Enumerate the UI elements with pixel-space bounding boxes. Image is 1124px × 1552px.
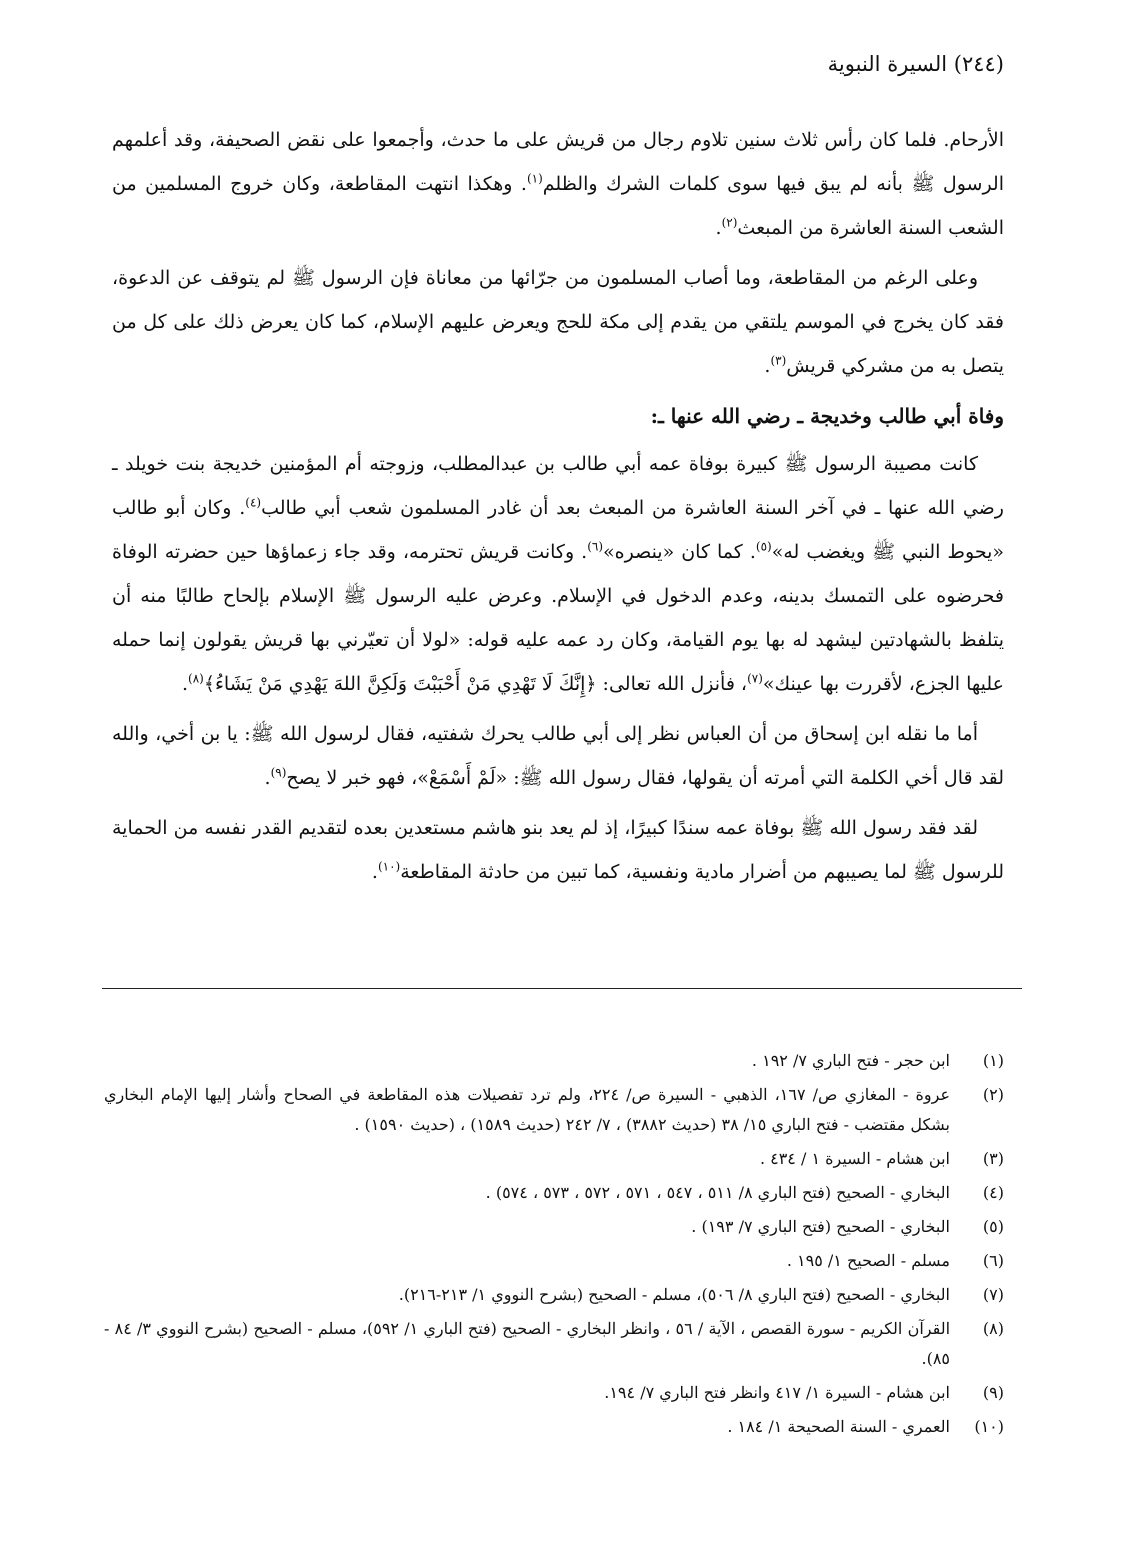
paragraph-5-end: .: [371, 861, 378, 883]
footnote-ref-8[interactable]: (٨): [188, 671, 204, 686]
paragraph-2-end: .: [764, 355, 771, 377]
footnote-text: ابن حجر - فتح الباري ٧/ ١٩٢ .: [751, 1051, 950, 1070]
footnote-number: (٩): [982, 1383, 1004, 1402]
main-text: [112, 118, 1004, 900]
running-head: (٢٤٤) السيرة النبوية: [827, 52, 1004, 76]
footnotes: [104, 1046, 1004, 1446]
paragraph-3-text-f: .: [181, 673, 189, 695]
paragraph-3-text-c: . كما كان «ينصره»: [603, 541, 756, 563]
paragraph-5: [112, 806, 1004, 894]
paragraph-3-text-b: . وكان أبو طالب «يحوط النبي ﷺ ويغضب له»: [112, 497, 1004, 563]
footnote-item: [104, 1178, 1004, 1208]
footnote-text: ابن هشام - السيرة ١/ ٤١٧ وانظر فتح الباري ٧/ ١٩٤.: [604, 1383, 950, 1402]
paragraph-1-text-b: . وهكذا انتهت المقاطعة، وكان خروج المسلمين من الشعب السنة العاشرة من المبعث: [112, 173, 1004, 239]
footnote-number: (٤): [982, 1183, 1004, 1202]
paragraph-3: [112, 442, 1004, 706]
footnote-number: (٦): [982, 1251, 1004, 1270]
footnote-number: (١): [982, 1051, 1004, 1070]
footnote-text: العمري - السنة الصحيحة ١/ ١٨٤ .: [727, 1417, 950, 1436]
paragraph-3-text-a: كانت مصيبة الرسول ﷺ كبيرة بوفاة عمه أبي طالب بن عبدالمطلب، وزوجته أم المؤمنين خديجة بنت خويلد ـ رضي الله عنها ـ في آخر السنة العاشرة من المبعث بعد أن غادر المسلمون شعب أبي طالب: [112, 453, 1004, 519]
footnote-number: (٨): [982, 1319, 1004, 1338]
footnote-ref-2[interactable]: (٢): [721, 215, 738, 230]
footnote-text: البخاري - الصحيح (فتح الباري ٧/ ١٩٣) .: [691, 1217, 950, 1236]
footnote-text: ابن هشام - السيرة ١ / ٤٣٤ .: [759, 1149, 950, 1168]
footnote-ref-7[interactable]: (٧): [747, 671, 763, 686]
footnote-number: (٥): [982, 1217, 1004, 1236]
footnote-text: البخاري - الصحيح (فتح الباري ٨/ ٥١١ ، ٥٤٧ ، ٥٧١ ، ٥٧٢ ، ٥٧٣ ، ٥٧٤) .: [485, 1183, 950, 1202]
footnote-item: [104, 1280, 1004, 1310]
section-heading: وفاة أبي طالب وخديجة ـ رضي الله عنها ـ:: [650, 404, 1004, 428]
footnote-number: (٢): [982, 1085, 1004, 1104]
footnote-item: [104, 1246, 1004, 1276]
paragraph-3-text-e: ، فأنزل الله تعالى: ﴿إِنَّكَ لَا تَهْدِي مَنْ أَحْبَبْتَ وَلَكِنَّ اللهَ يَهْدِي مَنْ يَشَاءُ﴾: [203, 673, 748, 695]
footnote-text: القرآن الكريم - سورة القصص ، الآية / ٥٦ ، وانظر البخاري - الصحيح (فتح الباري ١/ ٥٩٢)، مسلم - الصحيح (بشرح النووي ٣/ ٨٤ - ٨٥).: [104, 1319, 951, 1368]
footnote-ref-1[interactable]: (١): [526, 171, 543, 186]
footnote-ref-4[interactable]: (٤): [245, 495, 262, 510]
paragraph-3-text-d: . وكانت قريش تحترمه، وقد جاء زعماؤها حين حضرته الوفاة فحرضوه على التمسك بدينه، وعدم الدخول في الإسلام. وعرض عليه الرسول ﷺ الإسلام بإلحاح طالبًا منه أن يتلفظ بالشهادتين ليشهد له بها يوم القيامة، وكان رد عمه عليه قوله: «لولا أن تعيّرني بها قريش يقولون إنما حمله عليها الجزع، لأقررت بها عينك»: [112, 541, 1004, 695]
paragraph-4-end: .: [264, 767, 271, 789]
footnote-ref-6[interactable]: (٦): [587, 539, 604, 554]
footnote-number: (٣): [982, 1149, 1004, 1168]
footnote-item: [104, 1412, 1004, 1442]
footnote-ref-9[interactable]: (٩): [270, 765, 287, 780]
footnote-ref-10[interactable]: (١٠): [377, 859, 401, 874]
footnote-text: مسلم - الصحيح ١/ ١٩٥ .: [786, 1251, 950, 1270]
footnote-item: [104, 1314, 1004, 1374]
footnote-item: [104, 1144, 1004, 1174]
paragraph-5-text: لقد فقد رسول الله ﷺ بوفاة عمه سندًا كبيرًا، إذ لم يعد بنو هاشم مستعدين بعده لتقديم القدر نفسه من الحماية للرسول ﷺ لما يصيبهم من أضرار مادية ونفسية، كما تبين من حادثة المقاطعة: [112, 817, 1004, 883]
paragraph-1-text-c: .: [715, 217, 722, 239]
paragraph-4-text: أما ما نقله ابن إسحاق من أن العباس نظر إلى أبي طالب يحرك شفتيه، فقال لرسول الله ﷺ: يا بن أخي، والله لقد قال أخي الكلمة التي أمرته أن يقولها، فقال رسول الله ﷺ: «لَمْ أَسْمَعْ»، فهو خبر لا يصح: [112, 723, 1004, 789]
paragraph-1: [112, 118, 1004, 250]
footnote-separator: [102, 988, 1022, 989]
footnote-item: [104, 1080, 1004, 1140]
footnote-text: البخاري - الصحيح (فتح الباري ٨/ ٥٠٦)، مسلم - الصحيح (بشرح النووي ١/ ٢١٣-٢١٦).: [398, 1285, 950, 1304]
paragraph-4: [112, 712, 1004, 800]
footnote-number: (١٠): [974, 1417, 1004, 1436]
footnote-item: [104, 1212, 1004, 1242]
footnote-item: [104, 1378, 1004, 1408]
footnote-ref-5[interactable]: (٥): [755, 539, 772, 554]
footnote-item: [104, 1046, 1004, 1076]
footnote-text: عروة - المغازي ص/ ١٦٧، الذهبي - السيرة ص/ ٢٢٤، ولم ترد تفصيلات هذه المقاطعة في الصحاح وأشار إليها الإمام البخاري بشكل مقتضب - فتح الباري ١٥/ ٣٨ (حديث ٣٨٨٢) ، ٧/ ٢٤٢ (حديث ١٥٨٩) ، (حديث ١٥٩٠) .: [104, 1085, 950, 1134]
paragraph-2: [112, 256, 1004, 388]
paragraph-2-text: وعلى الرغم من المقاطعة، وما أصاب المسلمون من جرّائها من معاناة فإن الرسول ﷺ لم يتوقف عن الدعوة، فقد كان يخرج في الموسم يلتقي من يقدم إلى مكة للحج ويعرض عليهم الإسلام، كما كان يعرض ذلك على كل من يتصل به من مشركي قريش: [112, 267, 1004, 377]
footnote-ref-3[interactable]: (٣): [770, 353, 787, 368]
footnote-number: (٧): [982, 1285, 1004, 1304]
paragraph-1-text-a: الأرحام. فلما كان رأس ثلاث سنين تلاوم رجال من قريش على ما حدث، وأجمعوا على نقض الصحيفة، وقد أعلمهم الرسول ﷺ بأنه لم يبق فيها سوى كلمات الشرك والظلم: [112, 129, 1004, 195]
